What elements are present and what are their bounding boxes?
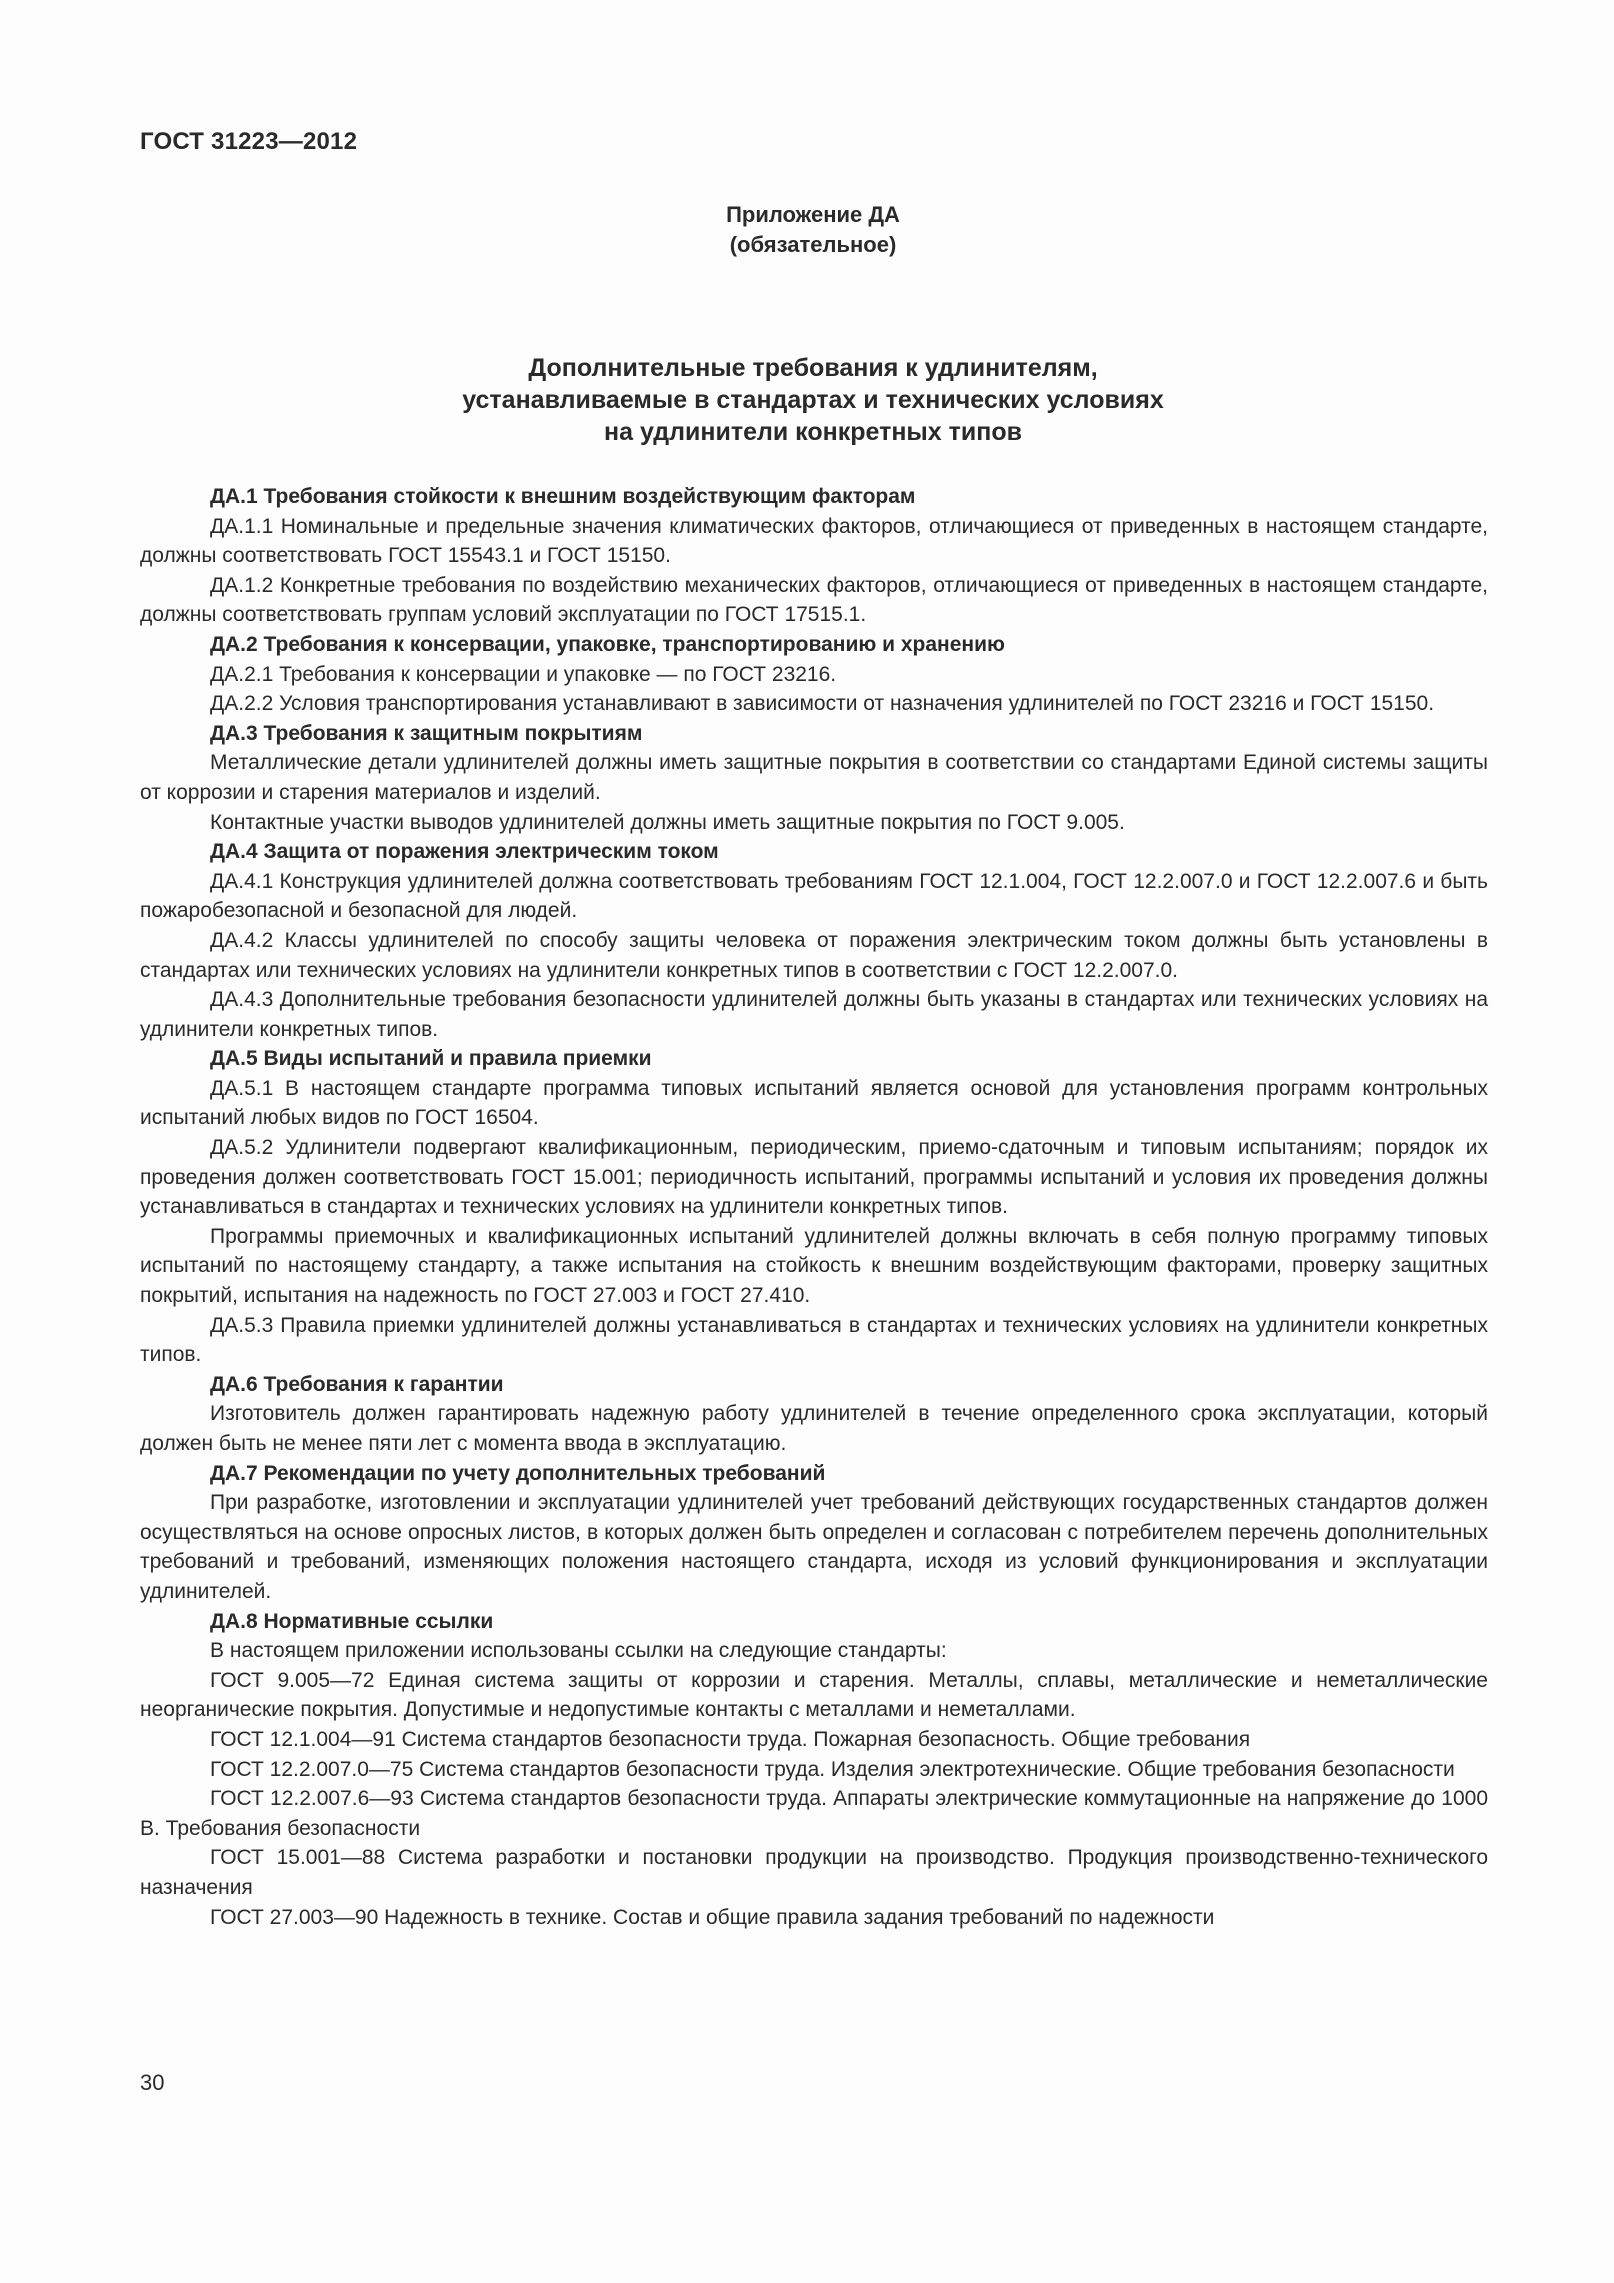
document-code: ГОСТ 31223—2012 [140, 128, 358, 155]
paragraph: ДА.1.2 Конкретные требования по воздействию механических факторов, отличающиеся от приведенных в настоящем стандарте, должны соответствовать группам условий эксплуатации по ГОСТ 17515.1. [140, 573, 1488, 627]
paragraph: ДА.1.1 Номинальные и предельные значения климатических факторов, отличающиеся от приведенных в настоящем стандарте, должны соответствовать ГОСТ 15543.1 и ГОСТ 15150. [140, 514, 1488, 568]
paragraph: ДА.5.3 Правила приемки удлинителей должны устанавливаться в стандартах и технических условиях на удлинители конкретных типов. [140, 1313, 1488, 1367]
section-heading-da7: ДА.7 Рекомендации по учету дополнительных требований [210, 1461, 826, 1485]
reference-item: ГОСТ 12.1.004—91 Система стандартов безопасности труда. Пожарная безопасность. Общие требования [210, 1727, 1251, 1751]
paragraph: Изготовитель должен гарантировать надежную работу удлинителей в течение определенного срока эксплуатации, который должен быть не менее пяти лет с момента ввода в эксплуатацию. [140, 1402, 1488, 1455]
title-line-1: Дополнительные требования к удлинителям, [528, 354, 1098, 382]
reference-item: ГОСТ 27.003—90 Надежность в технике. Состав и общие правила задания требований по надежности [210, 1905, 1215, 1929]
paragraph: ДА.5.2 Удлинители подвергают квалификационным, периодическим, приемо-сдаточным и типовым испытаниям; порядок их проведения должен соответствовать ГОСТ 15.001; периодичность испытаний, программы испытаний и условия их проведения должны устанавливаться в стандартах и технических условиях на удлинители конкретных типов. [140, 1136, 1488, 1219]
paragraph: Контактные участки выводов удлинителей должны иметь защитные покрытия по ГОСТ 9.005. [210, 810, 1125, 834]
section-heading-da5: ДА.5 Виды испытаний и правила приемки [210, 1047, 652, 1071]
annex-heading [0, 200, 1614, 260]
paragraph: ДА.4.3 Дополнительные требования безопасности удлинителей должны быть указаны в стандартах или технических условиях на удлинители конкретных типов. [140, 988, 1488, 1041]
section-heading-da2: ДА.2 Требования к консервации, упаковке, транспортированию и хранению [210, 632, 1005, 656]
paragraph: Металлические детали удлинителей должны иметь защитные покрытия в соответствии со стандартами Единой системы защиты от коррозии и старения материалов и изделий. [140, 751, 1488, 804]
section-heading-da6: ДА.6 Требования к гарантии [210, 1372, 504, 1396]
title-line-2: устанавливаемые в стандартах и технических условиях [462, 386, 1164, 414]
paragraph: ДА.2.2 Условия транспортирования устанавливают в зависимости от назначения удлинителей по ГОСТ 23216 и ГОСТ 15150. [210, 692, 1435, 716]
title-line-3: на удлинители конкретных типов [604, 418, 1022, 446]
page-number: 30 [140, 2070, 165, 2095]
paragraph: В настоящем приложении использованы ссылки на следующие стандарты: [210, 1639, 947, 1663]
paragraph: ДА.4.1 Конструкция удлинителей должна соответствовать требованиям ГОСТ 12.1.004, ГОСТ 12.2.007.0 и ГОСТ 12.2.007.6 и быть пожаробезопасной и безопасной для людей. [140, 869, 1488, 923]
document-body [140, 482, 1488, 1932]
section-heading-da4: ДА.4 Защита от поражения электрическим током [210, 840, 719, 864]
annex-status: (обязательное) [729, 232, 897, 257]
paragraph: ДА.2.1 Требования к консервации и упаковке — по ГОСТ 23216. [210, 662, 837, 686]
annex-title [0, 352, 1614, 448]
paragraph: При разработке, изготовлении и эксплуатации удлинителей учет требований действующих государственных стандартов должен осуществляться на основе опросных листов, в которых должен быть определен и согласован с потребителем перечень дополнительных требований и требований, изменяющих положения настоящего стандарта, исходя из условий функционирования и эксплуатации удлинителей. [140, 1491, 1488, 1603]
section-heading-da3: ДА.3 Требования к защитным покрытиям [210, 721, 643, 745]
reference-item: ГОСТ 12.2.007.6—93 Система стандартов безопасности труда. Аппараты электрические коммутационные на напряжение до 1000 В. Требования безопасности [140, 1787, 1488, 1840]
section-heading-da1: ДА.1 Требования стойкости к внешним воздействующим факторам [210, 485, 916, 508]
paragraph: ДА.4.2 Классы удлинителей по способу защиты человека от поражения электрическим током должны быть установлены в стандартах или технических условиях на удлинители конкретных типов в соответствии с ГОСТ 12.2.007.0. [140, 928, 1488, 982]
annex-label: Приложение ДА [726, 202, 900, 227]
reference-item: ГОСТ 15.001—88 Система разработки и постановки продукции на производство. Продукция производственно-технического назначения [140, 1846, 1488, 1899]
section-heading-da8: ДА.8 Нормативные ссылки [210, 1609, 494, 1633]
paragraph: Программы приемочных и квалификационных испытаний удлинителей должны включать в себя полную программу типовых испытаний по настоящему стандарту, а также испытания на стойкость к внешним воздействующим факторами, проверку защитных покрытий, испытания на надежность по ГОСТ 27.003 и ГОСТ 27.410. [140, 1224, 1488, 1308]
reference-item: ГОСТ 9.005—72 Единая система защиты от коррозии и старения. Металлы, сплавы, металлические и неметаллические неорганические покрытия. Допустимые и недопустимые контакты с металлами и неметаллами. [140, 1668, 1488, 1722]
reference-item: ГОСТ 12.2.007.0—75 Система стандартов безопасности труда. Изделия электротехнические. Общие требования безопасности [210, 1757, 1455, 1781]
paragraph: ДА.5.1 В настоящем стандарте программа типовых испытаний является основой для установления программ контрольных испытаний любых видов по ГОСТ 16504. [140, 1076, 1488, 1130]
